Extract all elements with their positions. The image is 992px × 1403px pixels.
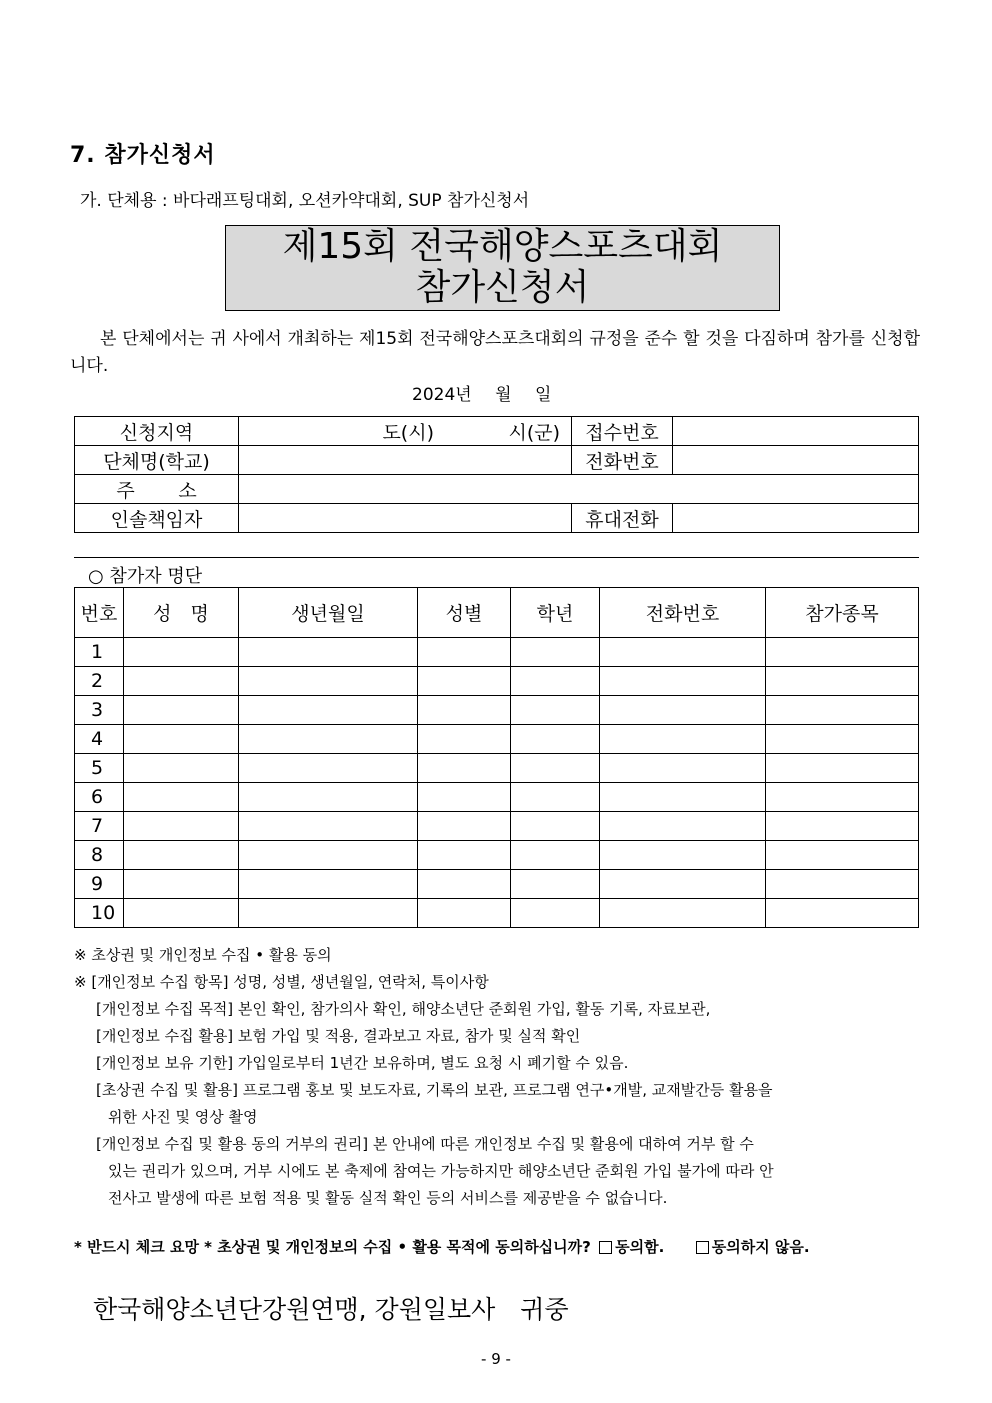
header-phone: 전화번호 — [600, 588, 766, 638]
phone-cell[interactable] — [600, 841, 766, 870]
address-label-b: 소 — [178, 479, 197, 502]
note-refusal-right-b: 있는 권리가 있으며, 거부 시에도 본 축제에 참여는 가능하지만 해양소년단 준회원 가입 불가에 따라 안 — [108, 1162, 774, 1180]
addressee: 한국해양소년단강원연맹, 강원일보사 귀중 — [93, 1295, 569, 1324]
event-cell[interactable] — [766, 870, 919, 899]
gender-cell[interactable] — [418, 638, 511, 667]
disagree-checkbox[interactable] — [696, 1241, 709, 1254]
grade-cell[interactable] — [511, 696, 600, 725]
consent-notes — [74, 942, 922, 1212]
agree-checkbox[interactable] — [599, 1241, 612, 1254]
birthdate-cell[interactable] — [239, 812, 418, 841]
phone-cell[interactable] — [600, 870, 766, 899]
county-label: 시(군) — [508, 421, 561, 444]
row-number: 10 — [75, 899, 124, 928]
row-number: 2 — [75, 667, 124, 696]
table-row — [75, 725, 919, 754]
application-date — [412, 380, 551, 405]
name-cell[interactable] — [124, 638, 239, 667]
gender-cell[interactable] — [418, 783, 511, 812]
note-collected-items: ※ [개인정보 수집 항목] 성명, 성별, 생년월일, 연락처, 특이사항 — [74, 973, 489, 991]
grade-cell[interactable] — [511, 899, 600, 928]
address-label — [75, 475, 239, 504]
name-cell[interactable] — [124, 667, 239, 696]
date-day: 일 — [534, 385, 552, 405]
grade-cell[interactable] — [511, 870, 600, 899]
note-refusal-right-c: 전사고 발생에 따른 보험 적용 및 활동 실적 확인 등의 서비스를 제공받을 수 없습니다. — [108, 1189, 668, 1207]
region-field[interactable] — [239, 417, 572, 446]
disagree-label: 동의하지 않음. — [711, 1238, 810, 1256]
birthdate-cell[interactable] — [239, 638, 418, 667]
form-subtitle: 가. 단체용 : 바다래프팅대회, 오션카약대회, SUP 참가신청서 — [80, 191, 530, 211]
event-cell[interactable] — [766, 754, 919, 783]
name-cell[interactable] — [124, 725, 239, 754]
gender-cell[interactable] — [418, 754, 511, 783]
grade-cell[interactable] — [511, 783, 600, 812]
name-cell[interactable] — [124, 783, 239, 812]
grade-cell[interactable] — [511, 754, 600, 783]
region-label: 신청지역 — [75, 417, 239, 446]
address-label-a: 주 — [116, 479, 135, 502]
event-cell[interactable] — [766, 696, 919, 725]
row-number: 4 — [75, 725, 124, 754]
gender-cell[interactable] — [418, 812, 511, 841]
grade-cell[interactable] — [511, 812, 600, 841]
gender-cell[interactable] — [418, 667, 511, 696]
header-birthdate: 생년월일 — [239, 588, 418, 638]
receipt-number-label: 접수번호 — [572, 417, 673, 446]
date-month: 월 — [495, 385, 512, 405]
row-number: 6 — [75, 783, 124, 812]
grade-cell[interactable] — [511, 725, 600, 754]
consent-check-line — [74, 1236, 810, 1257]
birthdate-cell[interactable] — [239, 870, 418, 899]
table-row — [75, 870, 919, 899]
note-consent-heading: ※ 초상권 및 개인정보 수집 • 활용 동의 — [74, 946, 332, 964]
page-number: - 9 - — [481, 1350, 511, 1368]
phone-cell[interactable] — [600, 754, 766, 783]
intro-paragraph: 본 단체에서는 귀 사에서 개최하는 제15회 전국해양스포츠대회의 규정을 준수 할 것을 다짐하며 참가를 신청합니다. — [70, 329, 920, 376]
header-gender: 성별 — [418, 588, 511, 638]
name-cell[interactable] — [124, 841, 239, 870]
phone-cell[interactable] — [600, 899, 766, 928]
note-collection-use: [개인정보 수집 활용] 보험 가입 및 적용, 결과보고 자료, 참가 및 실적 확인 — [96, 1027, 581, 1045]
form-title-box — [225, 225, 780, 311]
row-number: 8 — [75, 841, 124, 870]
note-portrait-rights-b: 위한 사진 및 영상 촬영 — [108, 1108, 258, 1126]
gender-cell[interactable] — [418, 841, 511, 870]
team-name-label: 단체명(학교) — [75, 446, 239, 475]
grade-cell[interactable] — [511, 638, 600, 667]
province-label: 도(시) — [382, 421, 434, 444]
header-grade: 학년 — [511, 588, 600, 638]
consent-question: * 반드시 체크 요망 * 초상권 및 개인정보의 수집 • 활용 목적에 동의하십니까? — [74, 1238, 591, 1256]
row-number: 5 — [75, 754, 124, 783]
name-cell[interactable] — [124, 754, 239, 783]
mobile-field[interactable] — [673, 504, 919, 533]
name-cell[interactable] — [124, 812, 239, 841]
table-row — [75, 754, 919, 783]
birthdate-cell[interactable] — [239, 841, 418, 870]
header-name: 성 명 — [124, 588, 239, 638]
divider — [74, 557, 919, 558]
participant-list-title: ○ 참가자 명단 — [88, 566, 203, 587]
table-row — [75, 783, 919, 812]
event-cell[interactable] — [766, 783, 919, 812]
table-row — [75, 667, 919, 696]
address-field[interactable] — [239, 475, 919, 504]
grade-cell[interactable] — [511, 841, 600, 870]
table-row — [75, 841, 919, 870]
agree-label: 동의함. — [615, 1238, 665, 1256]
note-collection-purpose: [개인정보 수집 목적] 본인 확인, 참가의사 확인, 해양소년단 준회원 가입, 활동 기록, 자료보관, — [96, 1000, 711, 1018]
form-title-line1: 제15회 전국해양스포츠대회 — [282, 226, 723, 267]
birthdate-cell[interactable] — [239, 667, 418, 696]
row-number: 7 — [75, 812, 124, 841]
phone-cell[interactable] — [600, 725, 766, 754]
birthdate-cell[interactable] — [239, 754, 418, 783]
header-event: 참가종목 — [766, 588, 919, 638]
name-cell[interactable] — [124, 870, 239, 899]
table-row — [75, 899, 919, 928]
table-row — [75, 638, 919, 667]
section-title: 7. 참가신청서 — [70, 143, 216, 168]
note-refusal-right-a: [개인정보 수집 및 활용 동의 거부의 권리] 본 안내에 따른 개인정보 수집 및 활용에 대하여 거부 할 수 — [96, 1135, 754, 1153]
birthdate-cell[interactable] — [239, 725, 418, 754]
name-cell[interactable] — [124, 696, 239, 725]
event-cell[interactable] — [766, 725, 919, 754]
row-number: 1 — [75, 638, 124, 667]
row-number: 3 — [75, 696, 124, 725]
leader-label: 인솔책임자 — [75, 504, 239, 533]
team-name-field[interactable] — [239, 446, 572, 475]
phone-cell[interactable] — [600, 812, 766, 841]
table-row — [75, 812, 919, 841]
grade-cell[interactable] — [511, 667, 600, 696]
phone-cell[interactable] — [600, 696, 766, 725]
participant-table — [74, 587, 919, 928]
leader-field[interactable] — [239, 504, 572, 533]
header-number: 번호 — [75, 588, 124, 638]
event-cell[interactable] — [766, 638, 919, 667]
phone-cell[interactable] — [600, 638, 766, 667]
table-row — [75, 696, 919, 725]
mobile-label: 휴대전화 — [572, 504, 673, 533]
name-cell[interactable] — [124, 899, 239, 928]
birthdate-cell[interactable] — [239, 783, 418, 812]
note-portrait-rights-a: [초상권 수집 및 활용] 프로그램 홍보 및 보도자료, 기록의 보관, 프로그램 연구•개발, 교재발간등 활용을 — [96, 1081, 773, 1099]
event-cell[interactable] — [766, 841, 919, 870]
phone-cell[interactable] — [600, 667, 766, 696]
phone-cell[interactable] — [600, 783, 766, 812]
note-retention-period: [개인정보 보유 기한] 가입일로부터 1년간 보유하며, 별도 요청 시 폐기할 수 있음. — [96, 1054, 629, 1072]
gender-cell[interactable] — [418, 899, 511, 928]
phone-field[interactable] — [673, 446, 919, 475]
event-cell[interactable] — [766, 812, 919, 841]
gender-cell[interactable] — [418, 696, 511, 725]
applicant-info-table — [74, 416, 919, 533]
row-number: 9 — [75, 870, 124, 899]
receipt-number-field[interactable] — [673, 417, 919, 446]
form-title-line2: 참가신청서 — [415, 267, 590, 308]
phone-label: 전화번호 — [572, 446, 673, 475]
birthdate-cell[interactable] — [239, 899, 418, 928]
gender-cell[interactable] — [418, 725, 511, 754]
gender-cell[interactable] — [418, 870, 511, 899]
birthdate-cell[interactable] — [239, 696, 418, 725]
event-cell[interactable] — [766, 899, 919, 928]
date-year: 2024년 — [412, 385, 472, 405]
event-cell[interactable] — [766, 667, 919, 696]
